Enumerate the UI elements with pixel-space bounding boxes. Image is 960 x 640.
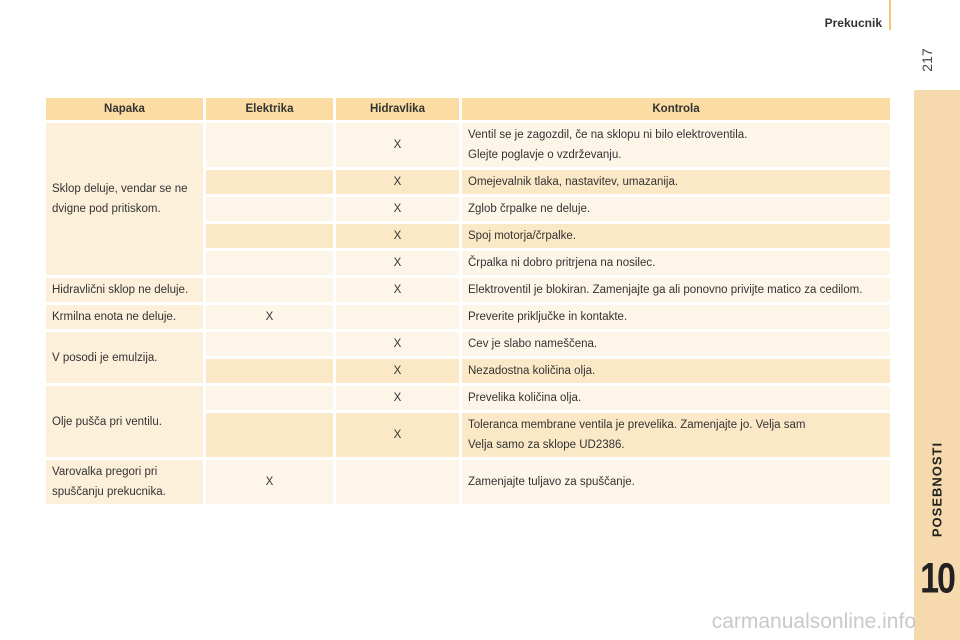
check-cell: Toleranca membrane ventila je prevelika. Zamenjajte jo. Velja sam Velja samo za sklope UD2386. <box>462 413 890 457</box>
table-header-row <box>46 98 890 120</box>
section-label <box>914 430 960 550</box>
check-cell: Ventil se je zagozdil, če na sklopu ni bilo elektroventila. Glejte poglavje o vzdrževanju. <box>462 123 890 167</box>
hydraulic-mark-cell: X <box>336 224 459 248</box>
table-row <box>46 278 890 302</box>
check-cell: Elektroventil je blokiran. Zamenjajte ga ali ponovno privijte matico za cedilom. <box>462 278 890 302</box>
fault-cell: V posodi je emulzija. <box>46 332 203 383</box>
check-cell: Nezadostna količina olja. <box>462 359 890 383</box>
check-cell: Omejevalnik tlaka, nastavitev, umazanija. <box>462 170 890 194</box>
header-title: Prekucnik <box>824 16 882 30</box>
electrical-mark-cell <box>206 197 333 221</box>
page-number-text: 217 <box>919 48 935 72</box>
check-cell: Cev je slabo nameščena. <box>462 332 890 356</box>
col-header-electrical: Elektrika <box>206 98 333 120</box>
hydraulic-mark-cell: X <box>336 359 459 383</box>
fault-cell: Hidravlični sklop ne deluje. <box>46 278 203 302</box>
electrical-mark-cell <box>206 278 333 302</box>
table-row <box>46 386 890 410</box>
electrical-mark-cell <box>206 251 333 275</box>
electrical-mark-cell <box>206 386 333 410</box>
hydraulic-mark-cell: X <box>336 413 459 457</box>
electrical-mark-cell <box>206 123 333 167</box>
electrical-mark-cell: X <box>206 460 333 504</box>
check-cell: Zamenjajte tuljavo za spuščanje. <box>462 460 890 504</box>
hydraulic-mark-cell <box>336 305 459 329</box>
electrical-mark-cell <box>206 170 333 194</box>
electrical-mark-cell <box>206 224 333 248</box>
check-cell: Spoj motorja/črpalke. <box>462 224 890 248</box>
header-divider <box>889 0 891 30</box>
col-header-hydraulic: Hidravlika <box>336 98 459 120</box>
table-row <box>46 305 890 329</box>
electrical-mark-cell <box>206 359 333 383</box>
section-label-text: POSEBNOSTI <box>929 441 945 538</box>
electrical-mark-cell <box>206 413 333 457</box>
fault-cell: Sklop deluje, vendar se ne dvigne pod pritiskom. <box>46 123 203 275</box>
fault-cell: Varovalka pregori pri spuščanju prekucnika. <box>46 460 203 504</box>
hydraulic-mark-cell: X <box>336 123 459 167</box>
hydraulic-mark-cell: X <box>336 251 459 275</box>
table-row <box>46 460 890 504</box>
table-body <box>46 123 890 504</box>
hydraulic-mark-cell: X <box>336 386 459 410</box>
hydraulic-mark-cell: X <box>336 197 459 221</box>
check-cell: Preverite priključke in kontakte. <box>462 305 890 329</box>
col-header-check: Kontrola <box>462 98 890 120</box>
electrical-mark-cell: X <box>206 305 333 329</box>
table-row <box>46 123 890 167</box>
check-cell: Zglob črpalke ne deluje. <box>462 197 890 221</box>
troubleshooting-table <box>43 95 893 507</box>
hydraulic-mark-cell: X <box>336 170 459 194</box>
fault-cell: Krmilna enota ne deluje. <box>46 305 203 329</box>
check-cell: Prevelika količina olja. <box>462 386 890 410</box>
chapter-number: 10 <box>920 555 954 603</box>
electrical-mark-cell <box>206 332 333 356</box>
col-header-fault: Napaka <box>46 98 203 120</box>
watermark: carmanualsonline.info <box>711 610 916 633</box>
page-number <box>918 40 936 80</box>
table-row <box>46 332 890 356</box>
fault-cell: Olje pušča pri ventilu. <box>46 386 203 457</box>
hydraulic-mark-cell: X <box>336 278 459 302</box>
hydraulic-mark-cell: X <box>336 332 459 356</box>
check-cell: Črpalka ni dobro pritrjena na nosilec. <box>462 251 890 275</box>
hydraulic-mark-cell <box>336 460 459 504</box>
